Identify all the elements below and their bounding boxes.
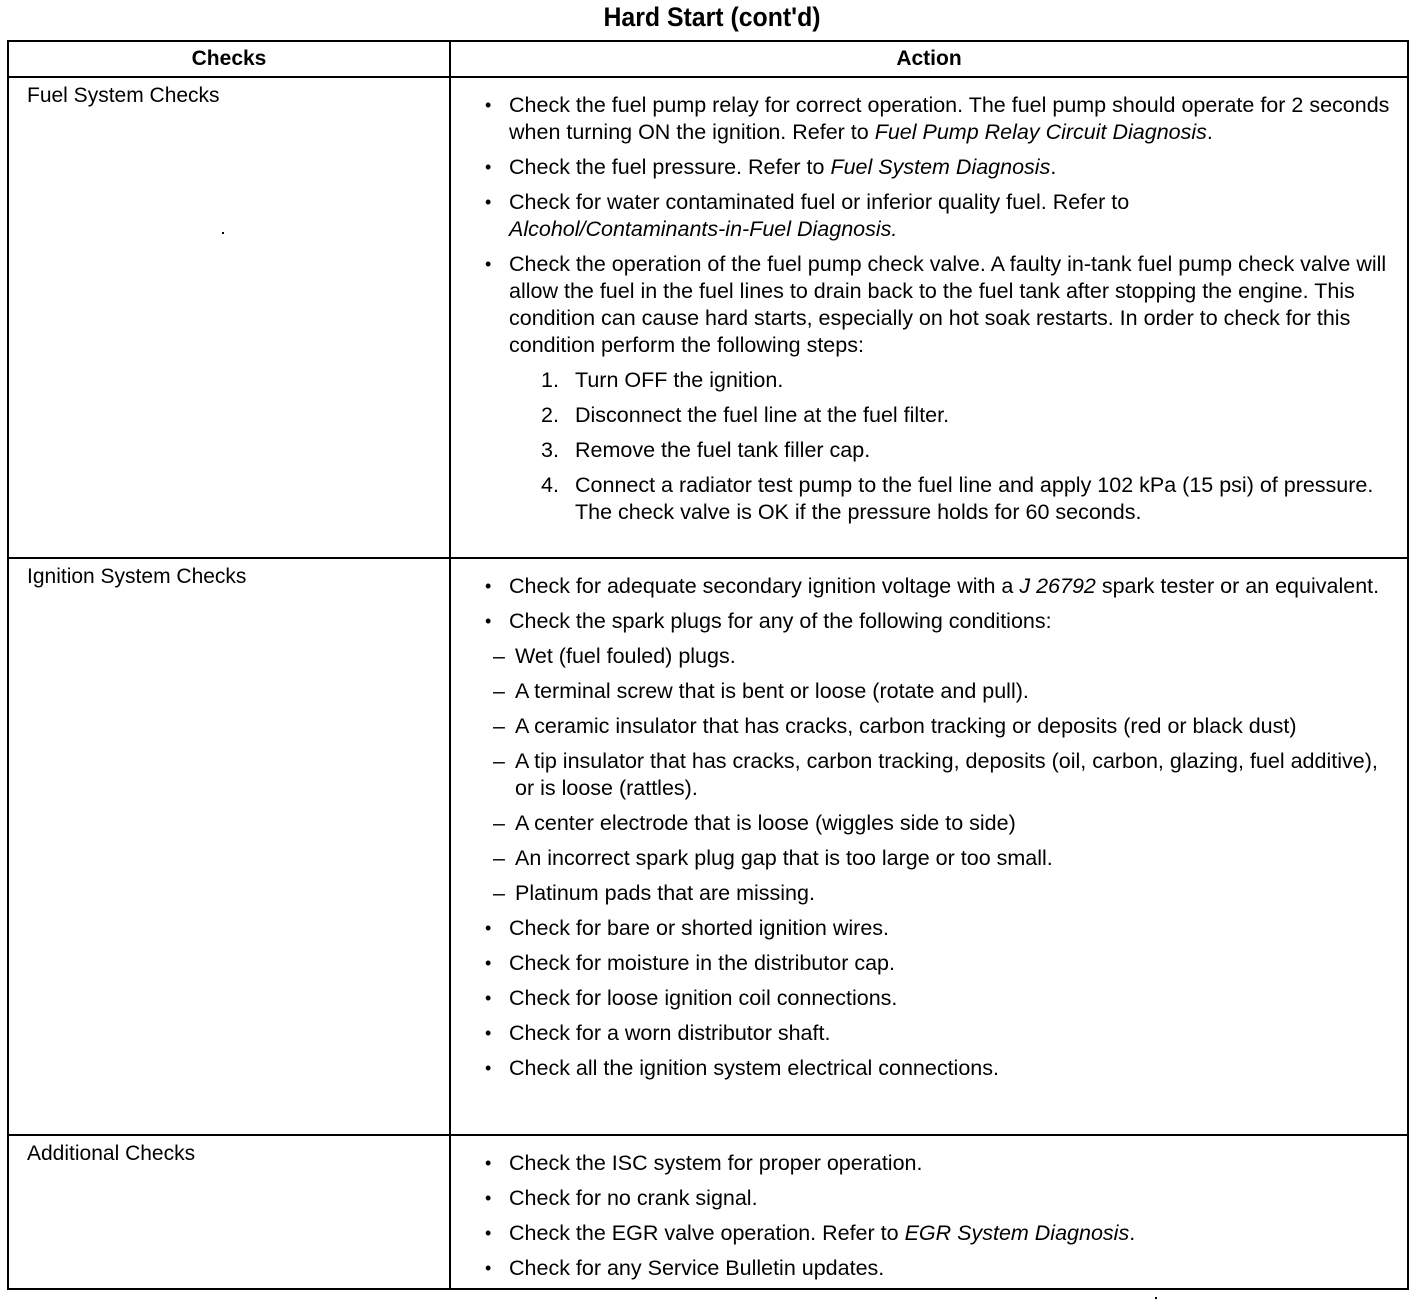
hard-start-checks-table — [7, 40, 1409, 1290]
bullet-icon: • — [485, 611, 492, 631]
step-item: 3. Remove the fuel tank filler cap. — [541, 438, 871, 462]
action-item: • Check for no crank signal. — [485, 1186, 758, 1210]
dash-icon: – — [493, 811, 505, 835]
action-cell-additional — [450, 1135, 1408, 1289]
dash-icon: – — [493, 749, 505, 773]
dash-icon: – — [493, 679, 505, 703]
action-item: • Check the operation of the fuel pump check valve. A faulty in-tank fuel pump check valve will allow the fuel in the fuel lines to drain back to the fuel tank after stopping the engine. This condition can cause hard starts, especially on hot soak restarts. In order to check for this condition perform the following steps: 1. Turn OFF the ignition. 2. Disconnect the fuel line at the fuel filter. 3. Remove the fuel tank filler cap. 4. Connect a radiator test pump to the fuel line and apply 102 kPa (15 psi) of pressure. The check valve is OK if the pressure holds for 60 seconds. — [451, 251, 1399, 526]
table-row-ignition-system — [8, 558, 1408, 1135]
check-name-additional: Additional Checks — [8, 1135, 450, 1289]
bullet-icon: • — [485, 254, 492, 274]
action-item: • Check the EGR valve operation. Refer to EGR System Diagnosis. — [485, 1221, 1136, 1245]
check-valve-steps — [509, 367, 1399, 526]
bullet-icon: • — [485, 953, 492, 973]
action-item: • Check the spark plugs for any of the following conditions: – Wet (fuel fouled) plugs. – A terminal screw that is bent or loose (rotate and pull). – A ceramic insulator that has cracks, carbon tracking or deposits (red or black dust) – A tip insulator that has cracks, carbon tracking, deposits (oil, carbon, glazing, fuel additive), or is loose (rattles). – A center electrode that is loose (wiggles side to side) – An incorrect spark plug gap that is too large or too small. – Platinum pads that are missing. — [451, 608, 1399, 907]
bullet-icon: • — [485, 918, 492, 938]
table-header-row — [8, 41, 1408, 77]
bullet-icon: • — [485, 1258, 492, 1278]
scan-artifact — [222, 232, 224, 234]
action-item: • Check the fuel pressure. Refer to Fuel System Diagnosis. — [485, 155, 1057, 179]
dash-icon: – — [493, 846, 505, 870]
condition-item: – A center electrode that is loose (wiggles side to side) — [493, 811, 1016, 835]
action-list — [451, 1150, 1399, 1282]
action-item: • Check for moisture in the distributor cap. — [485, 951, 895, 975]
bullet-icon: • — [485, 988, 492, 1008]
bullet-icon: • — [485, 1188, 492, 1208]
action-item: • Check for bare or shorted ignition wires. — [485, 916, 890, 940]
reference-link: Fuel System Diagnosis — [830, 155, 1051, 179]
reference-link: EGR System Diagnosis — [904, 1221, 1130, 1245]
action-item: • Check for adequate secondary ignition voltage with a J 26792 spark tester or an equivalent. — [485, 574, 1380, 598]
check-name-ignition-system: Ignition System Checks — [8, 558, 450, 1135]
table-row-additional — [8, 1135, 1408, 1289]
action-cell-ignition-system — [450, 558, 1408, 1135]
action-item: • Check the ISC system for proper operation. — [485, 1151, 923, 1175]
bullet-icon: • — [485, 157, 492, 177]
action-item: • Check for any Service Bulletin updates. — [485, 1256, 885, 1280]
action-item: • Check for a worn distributor shaft. — [485, 1021, 831, 1045]
reference-link: Fuel Pump Relay Circuit Diagnosis — [874, 120, 1207, 144]
condition-item: – An incorrect spark plug gap that is too large or too small. — [493, 846, 1053, 870]
check-name-fuel-system: Fuel System Checks — [8, 77, 450, 558]
scan-artifact — [1155, 1297, 1157, 1299]
table-row-fuel-system — [8, 77, 1408, 558]
dash-icon: – — [493, 714, 505, 738]
bullet-icon: • — [485, 576, 492, 596]
action-list — [451, 573, 1399, 1082]
bullet-icon: • — [485, 1153, 492, 1173]
reference-link: Alcohol/Contaminants-in-Fuel Diagnosis. — [509, 217, 898, 241]
bullet-icon: • — [485, 1023, 492, 1043]
step-number: 1. — [541, 368, 559, 392]
action-item: • Check all the ignition system electrical connections. — [485, 1056, 999, 1080]
dash-icon: – — [493, 644, 505, 668]
bullet-icon: • — [485, 1223, 492, 1243]
condition-item: – A terminal screw that is bent or loose (rotate and pull). — [493, 679, 1029, 703]
condition-item: – A tip insulator that has cracks, carbon tracking, deposits (oil, carbon, glazing, fuel additive), or is loose (rattles). — [493, 749, 1378, 800]
step-item: 2. Disconnect the fuel line at the fuel filter. — [541, 403, 950, 427]
dash-icon: – — [493, 881, 505, 905]
spark-plug-conditions — [483, 643, 1399, 907]
action-item: • Check for loose ignition coil connections. — [485, 986, 898, 1010]
column-header-checks: Checks — [8, 41, 450, 77]
action-cell-fuel-system — [450, 77, 1408, 558]
step-number: 3. — [541, 438, 559, 462]
step-number: 2. — [541, 403, 559, 427]
action-item: • Check for water contaminated fuel or inferior quality fuel. Refer to Alcohol/Contaminants-in-Fuel Diagnosis. — [485, 190, 1130, 241]
page-title: Hard Start (cont'd) — [603, 2, 821, 32]
column-header-action: Action — [450, 41, 1408, 77]
action-item: • Check the fuel pump relay for correct operation. The fuel pump should operate for 2 seconds when turning ON the ignition. Refer to Fuel Pump Relay Circuit Diagnosis. — [485, 93, 1390, 144]
step-number: 4. — [541, 473, 559, 497]
step-item: 4. Connect a radiator test pump to the fuel line and apply 102 kPa (15 psi) of pressure. The check valve is OK if the pressure holds for 60 seconds. — [541, 473, 1374, 524]
condition-item: – Wet (fuel fouled) plugs. — [493, 644, 736, 668]
tool-reference: J 26792 — [1019, 574, 1096, 598]
bullet-icon: • — [485, 1058, 492, 1078]
step-item: 1. Turn OFF the ignition. — [541, 368, 784, 392]
condition-item: – A ceramic insulator that has cracks, carbon tracking or deposits (red or black dust) — [493, 714, 1297, 738]
bullet-icon: • — [485, 192, 492, 212]
bullet-icon: • — [485, 95, 492, 115]
action-list — [451, 92, 1399, 526]
condition-item: – Platinum pads that are missing. — [493, 881, 815, 905]
